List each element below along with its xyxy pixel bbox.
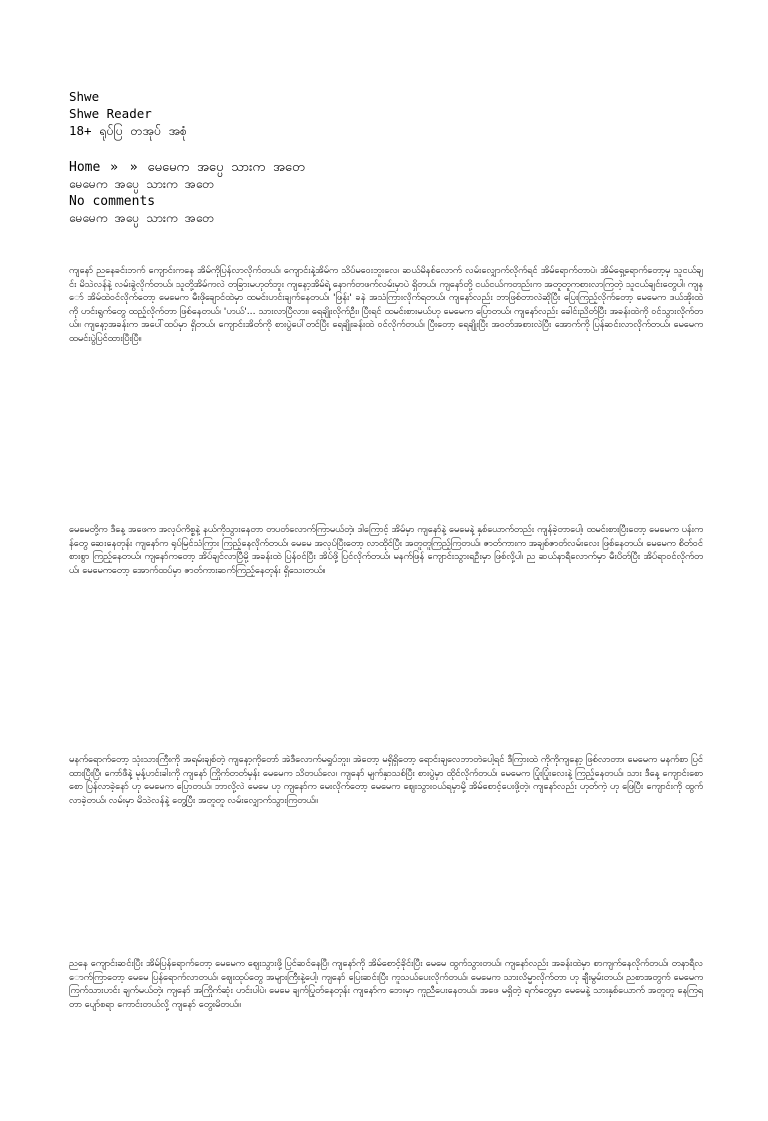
comments-link[interactable]: No comments — [69, 194, 156, 209]
article-paragraph: ညနေ ကျောင်းဆင်းပြီး အိမ်ပြန်ရောက်တော့ မေမေက ဈေးသွားဖို့ ပြင်ဆင်နေပြီ၊ ကျနော်ကို အိမ်စောင့်ခိုင်းပြီး မေမေ ထွက်သွားတယ်၊ ကျနော်လည်း အခန်းထဲမှာ စာကျက်နေလိုက်တယ်၊ တနာရီလောက်ကြာတော့ မေမေ ပြန်ရောက်လာတယ်၊ ဈေးထုပ်တွေ အများကြီးနဲ့ပေါ့၊ ကျနော် ပြေးဆင်းပြီး ကူသယ်ပေးလိုက်တယ်၊ မေမေက သားလိမ္မာလိုက်တာ ဟု ချီးမွမ်းတယ်၊ ညစာအတွက် မေမေက ကြက်သားဟင်း ချက်မယ်တဲ့၊ ကျနော် အကြိုက်ဆုံး ဟင်းပါပဲ၊ မေမေ ချက်ပြုတ်နေတုန်း ကျနော်က ဘေးမှာ ကူညီပေးနေတယ်၊ အဖေ မရှိတဲ့ ရက်တွေမှာ မေမေနဲ့ သားနှစ်ယောက် အတူတူ နေကြရတာ ပျော်စရာ ကောင်းတယ်လို့ ကျနော် တွေးမိတယ်။ — [69, 958, 703, 1010]
breadcrumb-current: မေမေက အပ္ပေ သားက အတေ — [147, 160, 305, 175]
article-body — [69, 264, 703, 1121]
breadcrumb-separator: » — [110, 160, 118, 175]
site-header — [69, 88, 709, 139]
article-paragraph: မေမေတို့က ဒီနေ့ အဖေက အလုပ်ကိစ္စနဲ့ နယ်ကိုသွားနေတာ တပတ်လောက်ကြာမယ်တဲ့၊ ဒါကြောင့် အိမ်မှာ ကျနော်နဲ့ မေမေနဲ့ နှစ်ယောက်တည်း ကျန်ခဲ့တာပေါ့၊ ထမင်းစားပြီးတော့ မေမေက ပန်းကန်တွေ ဆေးနေတုန်း ကျနော်က ရုပ်မြင်သံကြား ကြည့်နေလိုက်တယ်၊ မေမေ အလုပ်ပြီးတော့ လာထိုင်ပြီး အတူတူကြည့်ကြတယ်၊ ဇာတ်ကားက အချစ်ဇာတ်လမ်းလေး ဖြစ်နေတယ်၊ မေမေက စိတ်ဝင်စားစွာ ကြည့်နေတယ်၊ ကျနော်ကတော့ အိပ်ချင်လာပြီမို့ အခန်းထဲ ပြန်ဝင်ပြီး အိပ်ဖို့ ပြင်လိုက်တယ်၊ မနက်ဖြန် ကျောင်းသွားရဦးမှာ ဖြစ်လို့ပါ၊ ည ဆယ်နာရီလောက်မှာ မီးပိတ်ပြီး အိပ်ရာဝင်လိုက်တယ်၊ မေမေကတော့ အောက်ထပ်မှာ ဇာတ်ကားဆက်ကြည့်နေတုန်း ရှိသေးတယ်။ — [69, 524, 703, 576]
breadcrumb — [69, 159, 709, 176]
site-tagline: 18+ ရုပ်ပြ တအုပ် အစုံ — [69, 123, 187, 138]
site-reader-link[interactable]: Shwe Reader — [69, 106, 152, 121]
post-meta — [69, 159, 709, 227]
post-title: မေမေက အပ္ပေ သားက အတေ — [69, 177, 215, 191]
breadcrumb-separator: » — [129, 160, 138, 175]
article-paragraph: မနက်ရောက်တော့ သုံးသားကြီးကို အရမ်းချစ်တဲ့ ကျနော့ကိုတော် အဲဒီလောက်မရှုပ်ဘူး၊ အဲတော့ မရှိရှိတော့ ရောင်းချလေဘာတဲပေါ့ရင် ဒီကြားထဲ ကိုကိုကျနော့ ဖြစ်လာတာ၊ မေမေက မနက်စာ ပြင်ထားပြီးပြီ၊ ကော်ဖီနဲ့ မုန့်ဟင်းခါးကို ကျနော် ကြိုက်တတ်မှန်း မေမေက သိတယ်လေ၊ ကျနော် မျက်နှာသစ်ပြီး စားပွဲမှာ ထိုင်လိုက်တယ်၊ မေမေက ပြုံးပြုံးလေးနဲ့ ကြည့်နေတယ်၊ သား ဒီနေ့ ကျောင်းစောစော ပြန်လာခဲ့နော် ဟု မေမေက ပြောတယ်၊ ဘာလို့လဲ မေမေ ဟု ကျနော်က မေးလိုက်တော့ မေမေက ဈေးသွားဝယ်ရမှာမို့ အိမ်စောင့်ပေးဖို့တဲ့၊ ကျနော်လည်း ဟုတ်ကဲ့ ဟု ဖြေပြီး ကျောင်းကို ထွက်လာခဲ့တယ်၊ လမ်းမှာ မိသဲလန်နဲ့ တွေ့ပြီး အတူတူ လမ်းလျှောက်သွားကြတယ်။ — [69, 754, 703, 806]
breadcrumb-home-link[interactable]: Home — [69, 160, 101, 175]
article-paragraph: ကျနော် ညနေခင်းဘက် ကျောင်းကနေ အိမ်ကိုပြန်လာလိုက်တယ်၊ ကျောင်းနဲ့အိမ်က သိပ်မဝေးဘူးလေ၊ ဆယ်မိနစ်လောက် လမ်းလျှောက်လိုက်ရင် အိမ်ရောက်တာပဲ၊ အိမ်ရှေ့ရောက်တော့မှ သူငယ်ချင်း မိသဲလန်နဲ့ လမ်းခွဲလိုက်တယ်၊ သူတို့အိမ်ကလဲ တခြားမဟုတ်ဘူး ကျနော့အိမ်ရဲ့ နောက်တဖက်လမ်းမှာပဲ ရှိတယ်၊ ကျနော်တို့ ငယ်ငယ်ကတည်းက အတူတူကစားလာကြတဲ့ သူငယ်ချင်းတွေပါ၊ ကျနော် အိမ်ထဲဝင်လိုက်တော့ မေမေက မီးဖိုချောင်ထဲမှာ ထမင်းဟင်းချက်နေတယ်၊ 'ဖြန်း' ခနဲ အသံကြားလိုက်ရတယ်၊ ကျနော်လည်း ဘာဖြစ်တာလဲဆိုပြီး ပြေးကြည့်လိုက်တော့ မေမေက ဒယ်အိုးထဲကို ဟင်းရွက်တွေ ထည့်လိုက်တာ ဖြစ်နေတယ်၊ 'ဟယ်'... သားလာပြီလား၊ ရေချိုးလိုက်ဦး၊ ပြီးရင် ထမင်းစားမယ်ဟု မေမေက ပြောတယ်၊ ကျနော်လည်း ခေါင်းညိတ်ပြီး အခန်းထဲကို ဝင်သွားလိုက်တယ်။ ကျနော့အခန်းက အပေါ်ထပ်မှာ ရှိတယ်၊ ကျောင်းအိတ်ကို စားပွဲပေါ်တင်ပြီး ရေချိုးခန်းထဲ ဝင်လိုက်တယ်၊ ပြီးတော့ ရေချိုးပြီး အဝတ်အစားလဲပြီး အောက်ကို ပြန်ဆင်းလာလိုက်တယ်၊ မေမေက ထမင်းပွဲပြင်ထားပြီးပြီ။ — [69, 265, 703, 344]
post-label[interactable]: မေမေက အပ္ပေ သားက အတေ — [69, 211, 215, 225]
site-name[interactable]: Shwe — [69, 89, 100, 104]
